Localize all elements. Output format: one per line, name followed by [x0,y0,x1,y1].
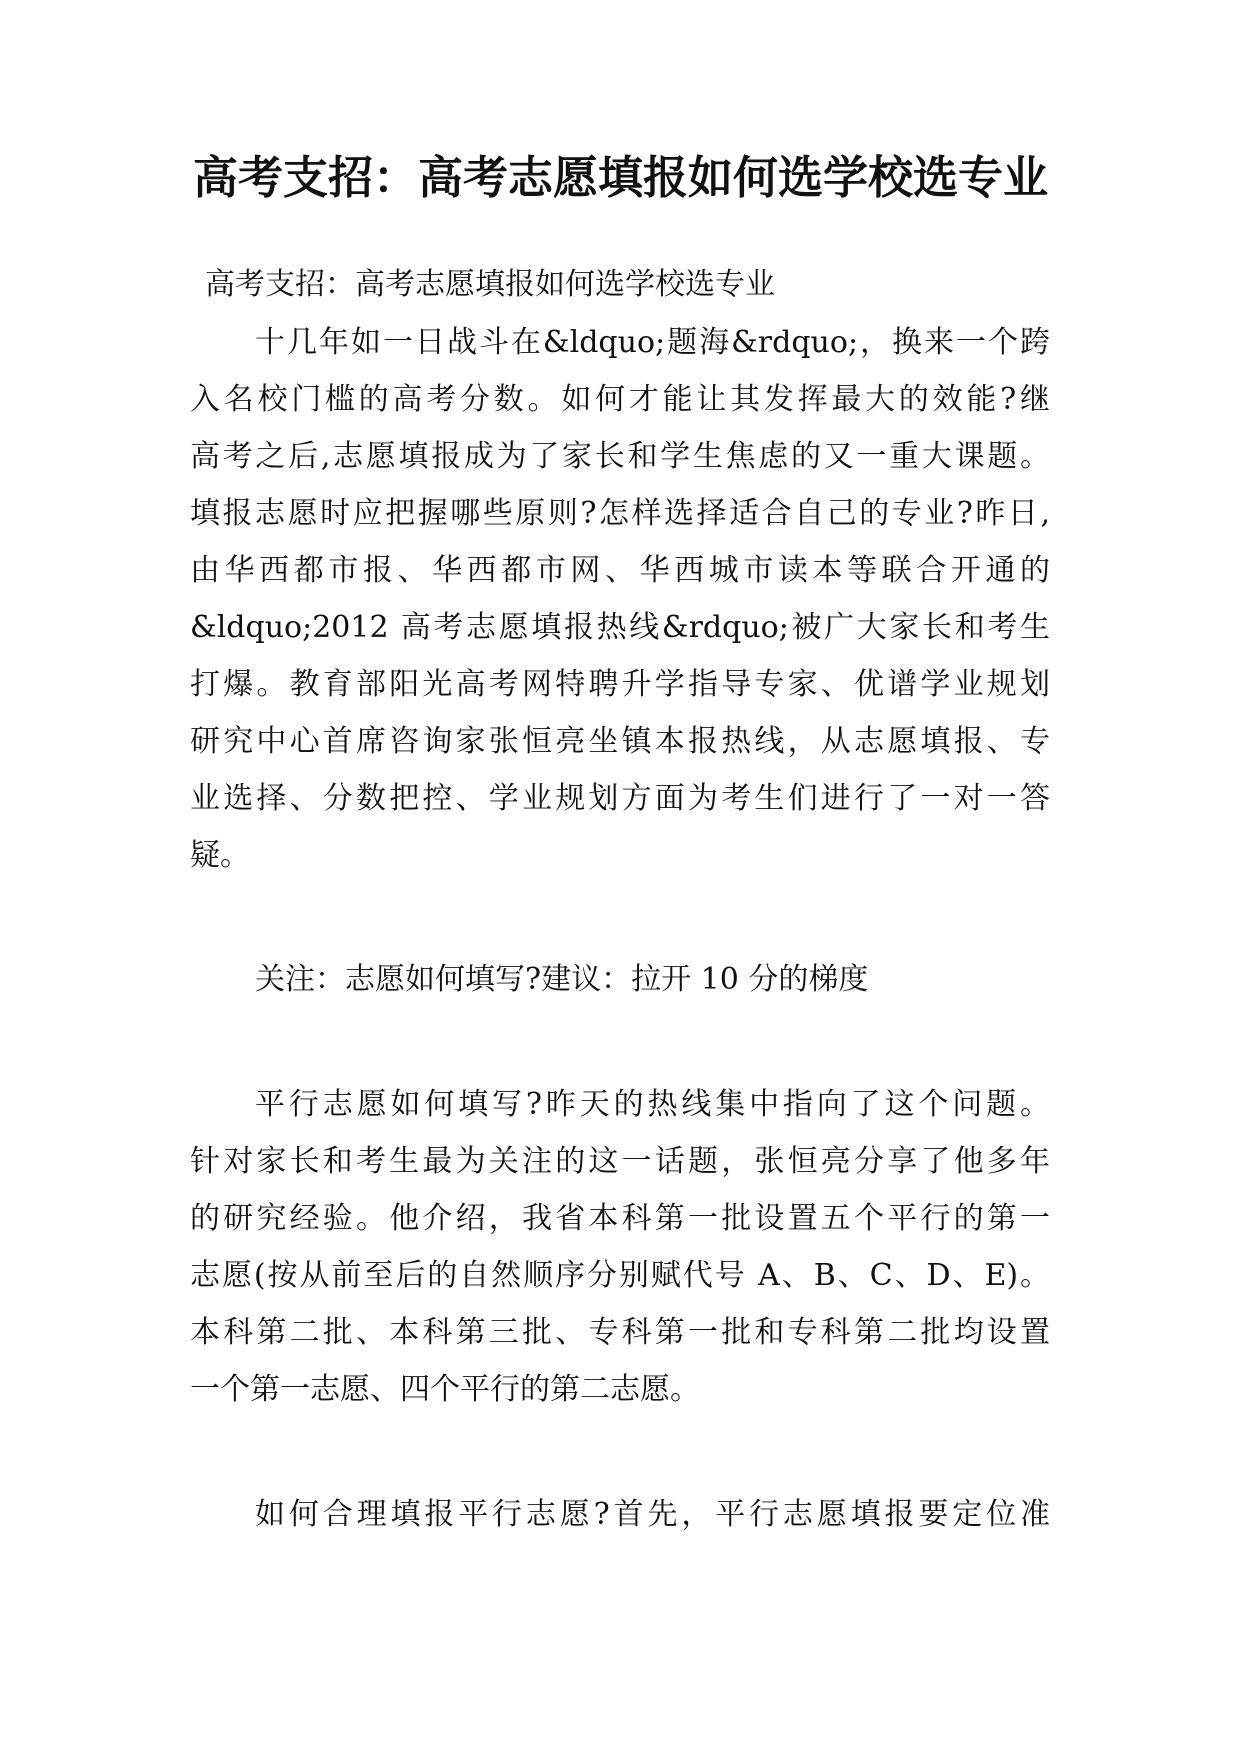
paragraph-2-line-6: 一个第一志愿、四个平行的第二志愿。 [190,1372,700,1407]
paragraph-1-line-10: 疑。 [190,838,250,873]
document-subtitle: 高考支招：高考志愿填报如何选学校选专业 [205,267,775,302]
paragraph-2-line-5: 本科第二批、本科第三批、专科第一批和专科第二批均设置 [190,1315,1050,1350]
paragraph-1-line-1: 十几年如一日战斗在&ldquo;题海&rdquo;，换来一个跨 [255,325,1050,360]
paragraph-2-line-3: 的研究经验。他介绍，我省本科第一批设置五个平行的第一 [190,1201,1050,1236]
paragraph-1-line-2: 入名校门槛的高考分数。如何才能让其发挥最大的效能?继 [190,382,1050,417]
paragraph-3-line-1: 如何合理填报平行志愿?首先，平行志愿填报要定位准 [255,1497,1050,1532]
paragraph-1-line-3: 高考之后,志愿填报成为了家长和学生焦虑的又一重大课题。 [190,439,1050,474]
paragraph-1-line-4: 填报志愿时应把握哪些原则?怎样选择适合自己的专业?昨日, [190,496,1050,531]
paragraph-2-line-1: 平行志愿如何填写?昨天的热线集中指向了这个问题。 [255,1087,1050,1122]
section-heading: 关注：志愿如何填写?建议：拉开 10 分的梯度 [255,962,869,997]
paragraph-1-line-6: &ldquo;2012 高考志愿填报热线&rdquo;被广大家长和考生 [190,610,1050,645]
paragraph-2-line-4: 志愿(按从前至后的自然顺序分别赋代号 A、B、C、D、E)。 [190,1258,1050,1293]
paragraph-1-line-7: 打爆。教育部阳光高考网特聘升学指导专家、优谱学业规划 [190,667,1050,702]
paragraph-1-line-9: 业选择、分数把控、学业规划方面为考生们进行了一对一答 [190,781,1050,816]
paragraph-1-line-5: 由华西都市报、华西都市网、华西城市读本等联合开通的 [190,553,1050,588]
paragraph-2-line-2: 针对家长和考生最为关注的这一话题，张恒亮分享了他多年 [190,1144,1050,1179]
document-title: 高考支招：高考志愿填报如何选学校选专业 [192,151,1048,204]
paragraph-1-line-8: 研究中心首席咨询家张恒亮坐镇本报热线，从志愿填报、专 [190,724,1050,759]
